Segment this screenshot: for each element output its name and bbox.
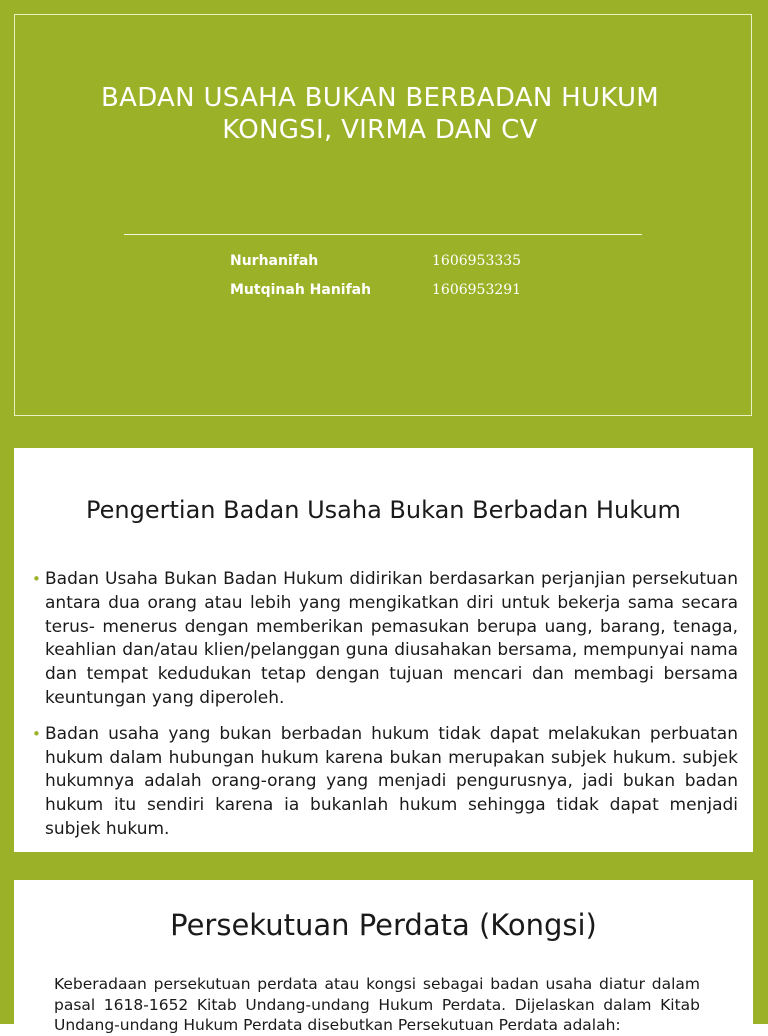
list-item xyxy=(32,723,738,842)
bullet-icon: • xyxy=(32,570,41,588)
slide-border-right xyxy=(753,448,768,852)
list-item xyxy=(32,568,738,711)
title-line-1: BADAN USAHA BUKAN BERBADAN HUKUM xyxy=(100,83,660,113)
bullet-list xyxy=(32,568,738,854)
author-id: 1606953335 xyxy=(432,253,522,269)
slide-body-text: Keberadaan persekutuan perdata atau kongsi sebagai badan usaha diatur dalam pasal 1618-1652 Kitab Undang-undang Hukum Perdata. Dijelaskan dalam Kitab Undang-undang Hukum Perdata disebutkan Persekutuan Perdata adalah: xyxy=(54,975,700,1034)
kongsi-slide xyxy=(14,880,753,1034)
bullet-icon: • xyxy=(32,724,41,743)
title-slide-frame xyxy=(14,14,752,416)
title-slide xyxy=(0,0,768,432)
presentation-title xyxy=(40,82,720,146)
title-divider xyxy=(124,234,642,235)
slide-border-left xyxy=(0,880,14,1024)
slide-heading: Persekutuan Perdata (Kongsi) xyxy=(170,908,597,942)
bullet-text: Badan Usaha Bukan Badan Hukum didirikan berdasarkan perjanjian persekutuan antara dua orang atau lebih yang mengikatkan diri untuk bekerja sama secara terus- menerus dengan memberikan pemasukan berupa uang, barang, tenaga, keahlian dan/atau klien/pelanggan guna diusahakan bersama, mempunyai nama dan tempat kedudukan tetap dengan tujuan mencari dan membagi bersama keuntungan yang diperoleh. xyxy=(45,569,738,708)
author-name: Mutqinah Hanifah xyxy=(230,282,372,298)
slide-heading: Pengertian Badan Usaha Bukan Berbadan Hukum xyxy=(86,496,681,524)
title-line-2: KONGSI, VIRMA DAN CV xyxy=(222,115,538,145)
slide-border-right xyxy=(753,880,768,1024)
bullet-text: Badan usaha yang bukan berbadan hukum tidak dapat melakukan perbuatan hukum dalam hubungan hukum karena bukan merupakan subjek hukum. subjek hukumnya adalah orang-orang yang menjadi pengurusnya, jadi bukan badan hukum itu sendiri karena ia bukanlah hukum sehingga tidak dapat menjadi subjek hukum. xyxy=(45,723,738,839)
author-id: 1606953291 xyxy=(432,282,522,298)
slide-separator xyxy=(0,852,768,880)
slide-border-left xyxy=(0,448,14,852)
slide-separator xyxy=(0,432,768,448)
author-name: Nurhanifah xyxy=(230,253,319,269)
definition-slide xyxy=(14,448,753,852)
